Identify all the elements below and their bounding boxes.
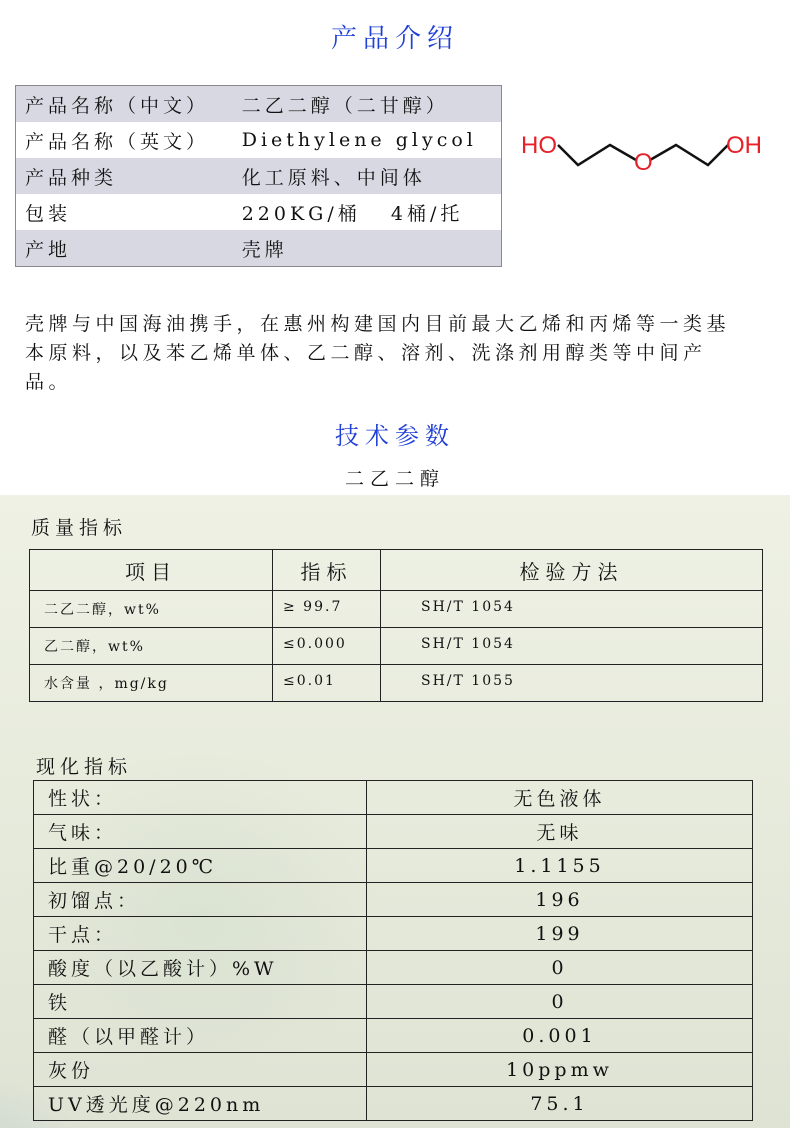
physical-key: 气味：: [34, 815, 367, 849]
table-row: [16, 158, 502, 194]
info-label: 产地: [16, 230, 228, 267]
info-label: 包装: [25, 202, 72, 225]
physical-key: 醛（以甲醛计）: [34, 1019, 367, 1053]
physical-value: 1.1155: [367, 849, 753, 883]
product-description: 壳牌与中国海油携手，在惠州构建国内目前最大乙烯和丙烯等一类基本原料，以及苯乙烯单体、乙二醇、溶剂、洗涤剂用醇类等中间产品。: [25, 313, 731, 393]
physical-key: UV透光度@220nm: [34, 1087, 367, 1121]
table-row: [34, 951, 753, 985]
table-row: [34, 849, 753, 883]
table-row: [16, 230, 502, 267]
table-row: [16, 86, 502, 123]
physical-value: 10ppmw: [367, 1053, 753, 1087]
quality-method: SH/T 1055: [381, 665, 763, 702]
molecule-ho-label: HO: [521, 132, 557, 159]
quality-item: 乙二醇，wt%: [30, 628, 273, 665]
header-method: 检验方法: [381, 550, 763, 591]
quality-label: 质量指标: [31, 517, 128, 539]
quality-method: SH/T 1054: [381, 628, 763, 665]
molecule-oh-label: OH: [726, 132, 762, 159]
product-info-table: [15, 85, 502, 267]
table-row: [34, 781, 753, 815]
physical-key: 比重@20/20℃: [34, 849, 367, 883]
quality-item: 水含量 ，mg/kg: [30, 665, 273, 702]
physical-value: 无色液体: [367, 781, 753, 815]
info-label: 产品名称（英文）: [25, 130, 210, 153]
physical-value: 无味: [367, 815, 753, 849]
info-value: Diethylene glycol: [241, 129, 477, 151]
table-row: [30, 628, 763, 665]
table-row: [34, 1053, 753, 1087]
info-value: 220KG/桶 4桶/托: [241, 202, 464, 225]
quality-spec: ≤0.000: [273, 628, 381, 665]
header-item: 项目: [30, 550, 273, 591]
table-row: [16, 122, 502, 158]
spec-panel: [0, 495, 790, 1128]
physical-value: 75.1: [367, 1087, 753, 1121]
physical-label: 现化指标: [36, 756, 133, 778]
table-row: [34, 815, 753, 849]
quality-spec: ≤0.01: [273, 665, 381, 702]
info-label: 产品种类: [16, 158, 228, 194]
physical-table: [33, 780, 753, 1121]
info-value: 化工原料、中间体: [228, 158, 502, 194]
page-title: 产品介绍: [330, 24, 459, 54]
physical-value: 0.001: [367, 1019, 753, 1053]
table-row: [30, 665, 763, 702]
table-row: [34, 985, 753, 1019]
table-row: [16, 194, 502, 230]
physical-key: 铁: [34, 985, 367, 1019]
molecule-o-label: O: [634, 149, 653, 176]
table-row: [34, 883, 753, 917]
physical-key: 干点：: [34, 917, 367, 951]
info-value: 二乙二醇（二甘醇）: [228, 86, 502, 123]
info-label: 产品名称（中文）: [16, 86, 228, 123]
physical-value: 199: [367, 917, 753, 951]
header-spec: 指标: [273, 550, 381, 591]
info-value: 壳牌: [228, 230, 502, 267]
molecule-structure: [518, 115, 768, 180]
product-name-heading: 二乙二醇: [344, 468, 445, 490]
physical-value: 196: [367, 883, 753, 917]
physical-key: 性状：: [34, 781, 367, 815]
physical-key: 初馏点：: [34, 883, 367, 917]
table-row: [34, 917, 753, 951]
physical-key: 灰份: [34, 1053, 367, 1087]
physical-key: 酸度（以乙酸计）%W: [34, 951, 367, 985]
physical-value: 0: [367, 985, 753, 1019]
quality-spec: ≥ 99.7: [273, 591, 381, 628]
table-row: [34, 1019, 753, 1053]
quality-item: 二乙二醇，wt%: [30, 591, 273, 628]
table-row: [30, 591, 763, 628]
tech-params-title: 技术参数: [335, 422, 455, 450]
quality-method: SH/T 1054: [381, 591, 763, 628]
physical-value: 0: [367, 951, 753, 985]
table-row: [34, 1087, 753, 1121]
table-header-row: [30, 550, 763, 591]
quality-table: [29, 549, 763, 702]
